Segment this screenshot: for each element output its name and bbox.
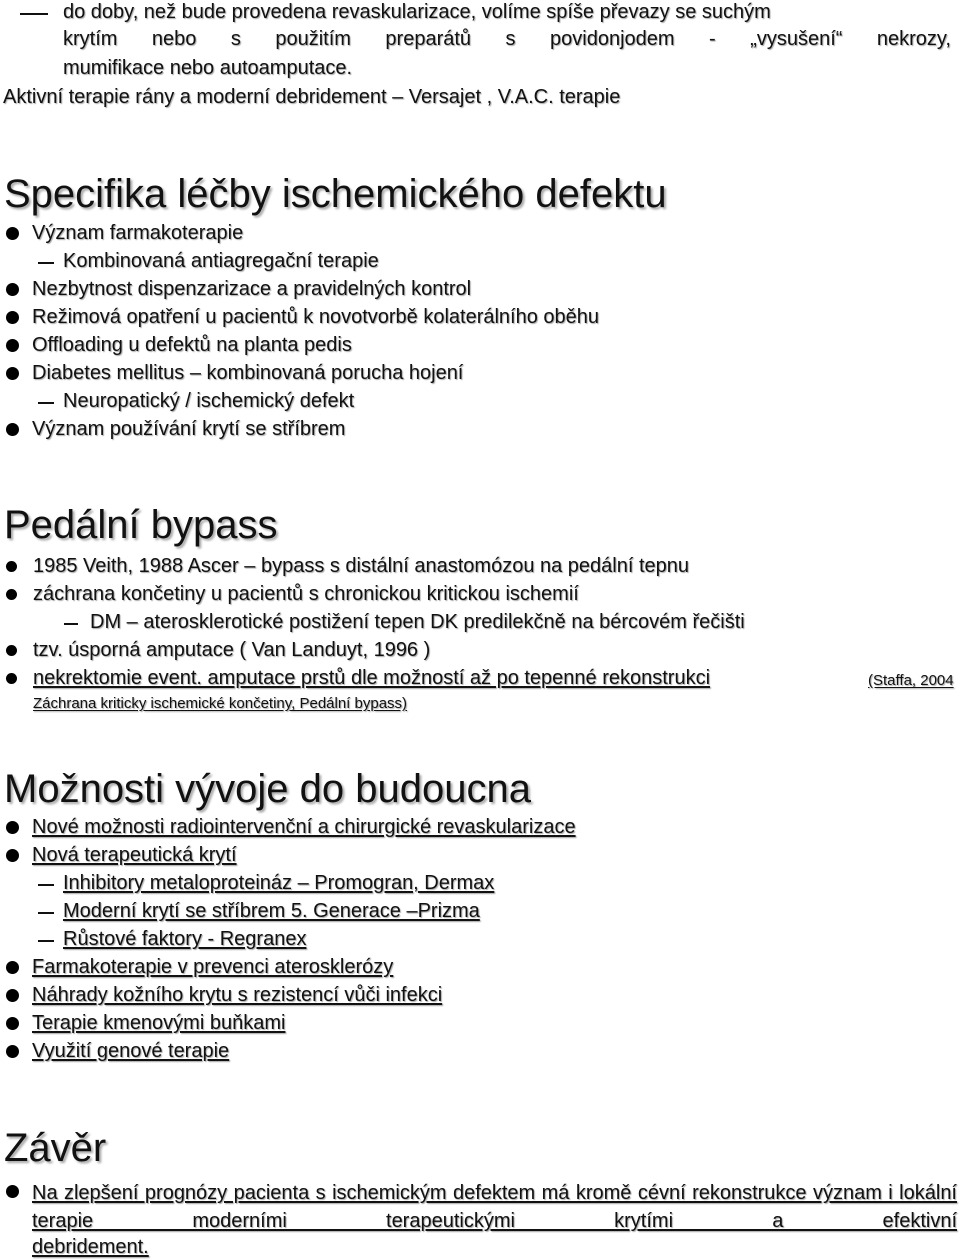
- bullet-icon: [6, 227, 19, 240]
- list-item: Využití genové terapie: [32, 1040, 230, 1062]
- section-title-pedalni-bypass: Pedální bypass: [4, 503, 278, 547]
- section-title-specifika: Specifika léčby ischemického defektu: [4, 172, 667, 216]
- list-item: Režimová opatření u pacientů k novotvorbě kolaterálního oběhu: [32, 306, 600, 328]
- list-subitem: Růstové faktory - Regranex: [63, 928, 307, 950]
- list-subitem: Moderní krytí se stříbrem 5. Generace –Prizma: [63, 900, 480, 922]
- section-title-zaver: Závěr: [4, 1126, 107, 1170]
- bullet-icon: [6, 849, 19, 862]
- bullet-icon: [6, 645, 17, 656]
- bullet-icon: [6, 283, 19, 296]
- list-item: Offloading u defektů na planta pedis: [32, 334, 352, 356]
- top-dash-line-1: do doby, než bude provedena revaskularizace, volíme spíše převazy se suchým: [63, 1, 771, 23]
- list-item: Terapie kmenovými buňkami: [32, 1012, 286, 1034]
- list-item: Farmakoterapie v prevenci aterosklerózy: [32, 956, 394, 978]
- bullet-icon: [6, 989, 19, 1002]
- citation-source: (Staffa, 2004: [868, 672, 954, 689]
- dash-marker: [38, 940, 54, 942]
- list-item: záchrana končetiny u pacientů s chronickou kritickou ischemií: [33, 583, 579, 605]
- top-line-3: mumifikace nebo autoamputace.: [63, 57, 353, 79]
- list-item: Nové možnosti radiointervenční a chirurgické revaskularizace: [32, 816, 576, 838]
- list-item: nekrektomie event. amputace prstů dle možností až po tepenné rekonstrukci: [33, 667, 711, 689]
- list-item: Nová terapeutická krytí: [32, 844, 237, 866]
- bullet-icon: [6, 367, 19, 380]
- bullet-icon: [6, 561, 17, 572]
- conclusion-text: Na zlepšení prognózy pacienta s ischemickým defektem má kromě cévní rekonstrukce význam i lokální terapie moderními terapeutickými krytími a efektivní: [32, 1182, 957, 1232]
- bullet-icon: [6, 589, 17, 600]
- dash-marker: [64, 623, 78, 625]
- list-item: tzv. úsporná amputace ( Van Landuyt, 1996 ): [33, 639, 431, 661]
- dash-marker: [38, 884, 54, 886]
- list-subitem: DM – aterosklerotické postižení tepen DK predilekčně na bércovém řečišti: [90, 611, 745, 633]
- list-item: Význam farmakoterapie: [32, 222, 244, 244]
- list-subitem: Kombinovaná antiagregační terapie: [63, 250, 379, 272]
- bullet-icon: [6, 961, 19, 974]
- bullet-icon: [6, 1185, 19, 1198]
- dash-marker: [38, 262, 54, 264]
- list-item: Nezbytnost dispenzarizace a pravidelných kontrol: [32, 278, 472, 300]
- bullet-icon: [6, 423, 19, 436]
- dash-marker: [38, 912, 54, 914]
- bullet-icon: [6, 1045, 19, 1058]
- list-item: Význam používání krytí se stříbrem: [32, 418, 346, 440]
- top-line-2: krytím nebo s použitím preparátů s povidonjodem - „vysušení“ nekrozy,: [63, 28, 951, 50]
- bullet-icon: [6, 1017, 19, 1030]
- list-item: Diabetes mellitus – kombinovaná porucha hojení: [32, 362, 464, 384]
- top-line-4: Aktivní terapie rány a moderní debridement – Versajet , V.A.C. terapie: [3, 86, 621, 108]
- dash-marker: [20, 13, 48, 15]
- bullet-icon: [6, 673, 17, 684]
- list-subitem: Neuropatický / ischemický defekt: [63, 390, 355, 412]
- list-item: Náhrady kožního krytu s rezistencí vůči infekci: [32, 984, 443, 1006]
- section-title-moznosti: Možnosti vývoje do budoucna: [4, 767, 531, 811]
- bullet-icon: [6, 821, 19, 834]
- list-subitem: Inhibitory metaloproteináz – Promogran, Dermax: [63, 872, 495, 894]
- conclusion-text-last: debridement.: [32, 1236, 149, 1258]
- citation-source: Záchrana kriticky ischemické končetiny, Pedální bypass): [33, 695, 408, 712]
- list-item: 1985 Veith, 1988 Ascer – bypass s distální anastomózou na pedální tepnu: [33, 555, 690, 577]
- bullet-icon: [6, 311, 19, 324]
- dash-marker: [38, 402, 54, 404]
- bullet-icon: [6, 339, 19, 352]
